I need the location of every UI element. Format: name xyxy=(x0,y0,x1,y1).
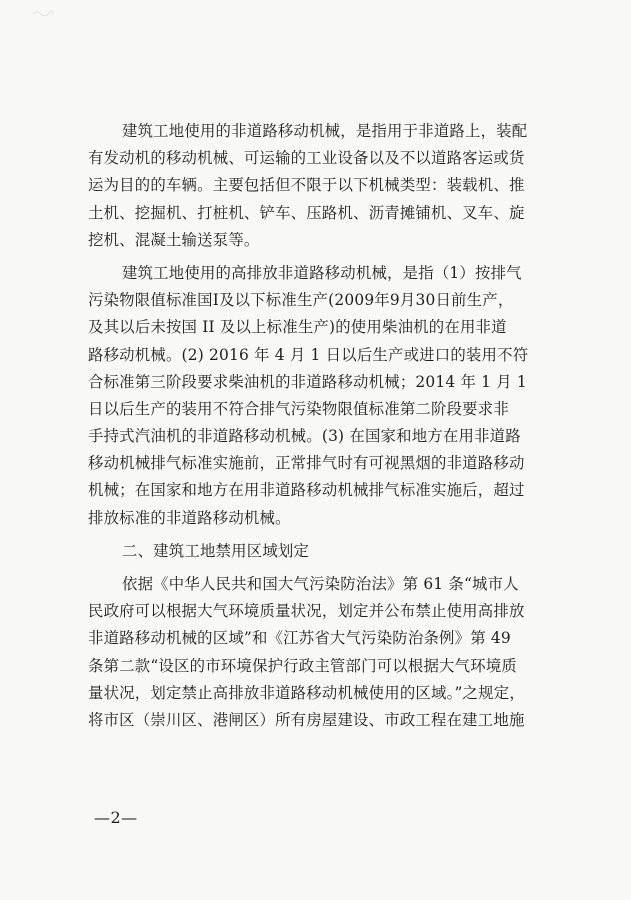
text-line: 非道路移动机械的区域”和《江苏省大气污染防治条例》第 49 xyxy=(88,629,511,648)
page-number: —2— xyxy=(94,808,138,827)
text-line: 依据《中华人民共和国大气污染防治法》第 61 条“城市人 xyxy=(122,575,519,593)
text-line: 将市区（崇川区、港闸区）所有房屋建设、市政工程在建工地施 xyxy=(88,710,525,729)
text-line: 手持式汽油机的非道路移动机械。(3) 在国家和地方在用非道路 xyxy=(88,427,521,446)
text-line: 机械；在国家和地方在用非道路移动机械排气标准实施后，超过 xyxy=(88,481,525,500)
text-line: 运为目的的车辆。主要包括但不限于以下机械类型：装载机、推 xyxy=(88,176,525,195)
document-body xyxy=(88,118,548,734)
paragraph-2 xyxy=(88,260,548,532)
text-line: 条第二款“设区的市环境保护行政主管部门可以根据大气环境质 xyxy=(88,656,518,675)
scan-mark-icon xyxy=(32,8,54,18)
text-line: 有发动机的移动机械、可运输的工业设备以及不以道路客运或货 xyxy=(88,149,525,168)
text-line: 建筑工地使用的高排放非道路移动机械，是指（1）按排气 xyxy=(122,263,522,282)
text-line: 民政府可以根据大气环境质量状况，划定并公布禁止使用高排放 xyxy=(88,602,525,621)
text-line: 合标准第三阶段要求柴油机的非道路移动机械；2014 年 1 月 1 xyxy=(88,372,527,391)
paragraph-1 xyxy=(88,118,548,254)
text-line: 挖机、混凝土输送泵等。 xyxy=(88,230,260,249)
section-heading: 二、建筑工地禁用区域划定 xyxy=(122,541,310,560)
text-line: 建筑工地使用的非道路移动机械，是指用于非道路上，装配 xyxy=(122,122,528,140)
text-line: 污染物限值标准国Ⅰ及以下标准生产(2009年9月30日前生产， xyxy=(88,291,514,310)
text-line: 日以后生产的装用不符合排气污染物限值标准第二阶段要求非 xyxy=(88,399,509,418)
text-line: 排放标准的非道路移动机械。 xyxy=(88,508,291,527)
text-line: 土机、挖掘机、打桩机、铲车、压路机、沥青摊铺机、叉车、旋 xyxy=(88,203,525,222)
paragraph-3 xyxy=(88,571,548,734)
text-line: 及其以后未按国 II 及以上标准生产)的使用柴油机的在用非道 xyxy=(88,318,507,337)
text-line: 移动机械排气标准实施前，正常排气时有可视黑烟的非道路移动 xyxy=(88,454,525,473)
text-line: 量状况，划定禁止高排放非道路移动机械使用的区域。”之规定， xyxy=(88,683,525,702)
text-line: 路移动机械。(2) 2016 年 4 月 1 日以后生产或进口的装用不符 xyxy=(88,345,529,364)
